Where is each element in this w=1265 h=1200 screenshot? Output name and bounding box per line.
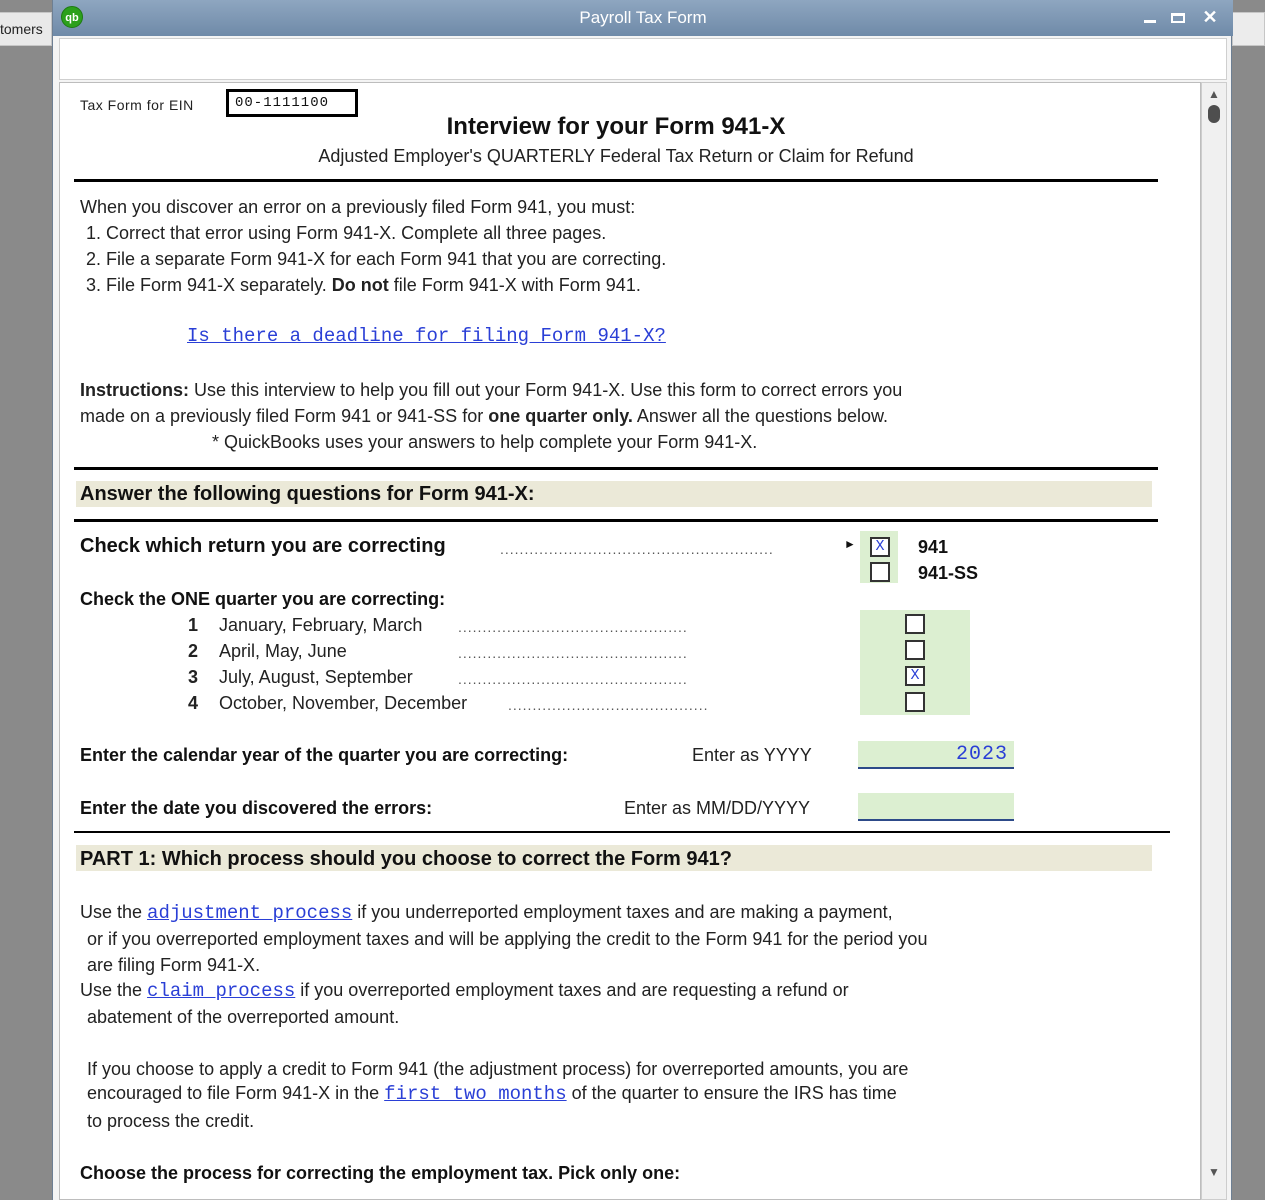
credit-text-3: of the quarter to ensure the IRS has time <box>566 1083 897 1103</box>
instructions-text-3: Answer all the questions below. <box>632 406 889 426</box>
quickbooks-logo-icon: qb <box>61 6 83 28</box>
adjustment-line-1 <box>80 902 893 924</box>
instructions-bold: one quarter only. <box>488 406 633 426</box>
form-title: Interview for your Form 941-X <box>446 113 786 140</box>
quarter-question: Check the ONE quarter you are correcting: <box>80 589 446 609</box>
form-subtitle: Adjusted Employer's QUARTERLY Federal Tax Return or Claim for Refund <box>318 146 914 166</box>
intro-step-3-pre: 3. File Form 941-X separately. <box>86 275 332 295</box>
window-title: Payroll Tax Form <box>579 8 707 27</box>
part1-heading: PART 1: Which process should you choose to correct the Form 941? <box>80 848 732 870</box>
year-question: Enter the calendar year of the quarter you are correcting: <box>80 745 569 765</box>
adjustment-line-3: are filing Form 941-X. <box>87 955 261 975</box>
form-page <box>59 82 1201 1200</box>
minimize-icon <box>1144 20 1156 23</box>
intro-step-3 <box>86 275 641 296</box>
title-bar[interactable] <box>53 0 1233 36</box>
close-icon: ✕ <box>1202 7 1218 27</box>
ein-label: Tax Form for EIN <box>80 97 194 113</box>
quarter-1-number: 1 <box>188 615 199 635</box>
background-right-tab[interactable] <box>1232 12 1265 46</box>
intro-lead: When you discover an error on a previously filed Form 941, you must: <box>80 197 636 217</box>
ein-value: 00-1111100 <box>226 89 358 117</box>
quarter-3-checkbox[interactable]: X <box>905 666 925 686</box>
claim-process-link[interactable]: claim process <box>147 980 296 1002</box>
choose-process-line: Choose the process for correcting the employment tax. Pick only one: <box>80 1163 681 1183</box>
first-two-months-link[interactable]: first two months <box>384 1083 567 1105</box>
payroll-tax-form-window <box>52 0 1232 1200</box>
credit-line-2 <box>87 1083 897 1105</box>
background-customers-tab[interactable]: tomers <box>0 12 52 46</box>
leader-dots: ............................................... <box>458 645 688 661</box>
year-input[interactable]: 2023 <box>858 741 1014 769</box>
instructions-line-2 <box>80 406 888 427</box>
claim-text-1: if you overreported employment taxes and are requesting a refund or <box>295 980 849 1000</box>
vertical-scrollbar[interactable] <box>1201 82 1227 1200</box>
divider <box>74 179 1158 182</box>
divider <box>74 467 1158 470</box>
background-app-left <box>0 0 52 1200</box>
return-941-checkbox[interactable]: X <box>870 537 890 557</box>
maximize-button[interactable] <box>1167 6 1189 28</box>
instructions-text-1: Use this interview to help you fill out your Form 941-X. Use this form to correct errors you <box>189 380 903 400</box>
toolbar-area <box>59 38 1227 80</box>
date-hint: Enter as MM/DD/YYYY <box>624 798 811 818</box>
section-heading: Answer the following questions for Form 941-X: <box>80 483 535 505</box>
date-question: Enter the date you discovered the errors: <box>80 798 433 818</box>
minimize-button[interactable] <box>1139 6 1161 28</box>
use-the-text: Use the <box>80 980 148 1000</box>
intro-step-3-bold: Do not <box>331 275 389 295</box>
scroll-down-icon[interactable]: ▼ <box>1208 1165 1220 1179</box>
credit-line-1: If you choose to apply a credit to Form 941 (the adjustment process) for overreported amounts, you are <box>87 1059 909 1079</box>
quarter-1-checkbox[interactable] <box>905 614 925 634</box>
pointer-arrow-icon: ► <box>844 537 856 551</box>
return-941-label: 941 <box>918 537 949 557</box>
quarter-1-label: January, February, March <box>219 615 423 635</box>
credit-text-2: encouraged to file Form 941-X in the <box>87 1083 385 1103</box>
adjustment-text-1: if you underreported employment taxes and are making a payment, <box>352 902 893 922</box>
year-hint: Enter as YYYY <box>692 745 812 765</box>
background-app-right <box>1232 0 1265 1200</box>
divider <box>74 519 1158 522</box>
quarter-2-checkbox[interactable] <box>905 640 925 660</box>
use-the-text: Use the <box>80 902 148 922</box>
return-941ss-label: 941-SS <box>918 563 979 583</box>
quarter-4-number: 4 <box>188 693 199 713</box>
claim-line-2: abatement of the overreported amount. <box>87 1007 400 1027</box>
intro-step-2: 2. File a separate Form 941-X for each Form 941 that you are correcting. <box>86 249 667 269</box>
quarter-4-checkbox[interactable] <box>905 692 925 712</box>
scroll-thumb[interactable] <box>1208 105 1220 123</box>
return-question: Check which return you are correcting <box>80 535 446 557</box>
return-941ss-checkbox[interactable] <box>870 562 890 582</box>
leader-dots: ......................................... <box>508 697 709 713</box>
adjustment-line-2: or if you overreported employment taxes and will be applying the credit to the Form 941 for the period you <box>87 929 928 949</box>
instructions-note: * QuickBooks uses your answers to help complete your Form 941-X. <box>212 432 758 452</box>
divider <box>74 831 1170 833</box>
instructions-line-1 <box>80 380 902 401</box>
credit-line-3: to process the credit. <box>87 1111 255 1131</box>
leader-dots: ........................................................ <box>500 541 774 557</box>
quarter-3-label: July, August, September <box>219 667 413 687</box>
leader-dots: ............................................... <box>458 671 688 687</box>
leader-dots: ............................................... <box>458 619 688 635</box>
quarter-2-number: 2 <box>188 641 199 661</box>
date-input[interactable] <box>858 793 1014 821</box>
instructions-label: Instructions: <box>80 380 190 400</box>
quarter-2-label: April, May, June <box>219 641 347 661</box>
close-button[interactable] <box>1199 6 1221 28</box>
intro-step-3-post: file Form 941-X with Form 941. <box>388 275 641 295</box>
instructions-text-2: made on a previously filed Form 941 or 941-SS for <box>80 406 489 426</box>
deadline-link[interactable]: Is there a deadline for filing Form 941-X? <box>187 325 666 347</box>
quarter-3-number: 3 <box>188 667 199 687</box>
scroll-up-icon[interactable]: ▲ <box>1208 87 1220 101</box>
adjustment-process-link[interactable]: adjustment process <box>147 902 353 924</box>
intro-step-1: 1. Correct that error using Form 941-X. Complete all three pages. <box>86 223 607 243</box>
maximize-icon <box>1171 13 1185 23</box>
quarter-4-label: October, November, December <box>219 693 468 713</box>
claim-line-1 <box>80 980 849 1002</box>
